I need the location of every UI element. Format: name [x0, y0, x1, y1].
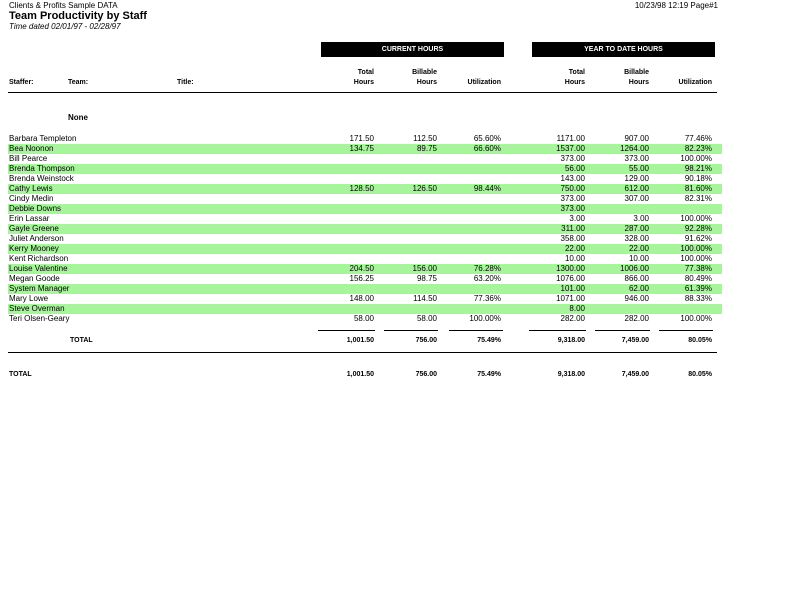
table-row: [8, 264, 722, 274]
subtotal-rule: [529, 330, 586, 331]
ytd-total-hours: 22.00: [564, 244, 585, 253]
staffer-name: Bill Pearce: [9, 154, 48, 163]
subtotal-rule: [318, 330, 375, 331]
table-row: [8, 134, 722, 144]
staffer-name: Megan Goode: [9, 274, 60, 283]
table-row: [8, 204, 722, 214]
cur-utilization: 63.20%: [473, 274, 501, 283]
group-total-label: TOTAL: [70, 337, 93, 344]
staffer-name: Mary Lowe: [9, 294, 49, 303]
ytd-utilization: 100.00%: [680, 314, 712, 323]
ytd-utilization: 82.31%: [684, 194, 712, 203]
ytd-utilization: 98.21%: [684, 164, 712, 173]
print-date-page: 10/23/98 12:19 Page#1: [634, 1, 718, 10]
ytd-total-hours: 143.00: [560, 174, 585, 183]
ytd-utilization: 100.00%: [680, 254, 712, 263]
cur-utilization: 100.00%: [469, 314, 501, 323]
date-range: Time dated 02/01/97 - 02/28/97: [9, 22, 121, 31]
ytd-total-hours: 282.00: [560, 314, 585, 323]
col-label-line2: Hours: [416, 79, 437, 86]
ytd-utilization: 88.33%: [684, 294, 712, 303]
col-staffer: Staffer:: [9, 79, 34, 86]
ytd-utilization: 100.00%: [680, 154, 712, 163]
subtotal-rule: [384, 330, 438, 331]
staffer-name: Cindy Medin: [9, 194, 54, 203]
ytd-utilization: 100.00%: [680, 214, 712, 223]
staffer-name: Kent Richardson: [9, 254, 69, 263]
team-group-label: None: [68, 113, 88, 122]
col-label-line1: Billable: [412, 69, 437, 76]
table-row: [8, 254, 722, 264]
col-label-line1: Billable: [624, 69, 649, 76]
ytd-hours-band: YEAR TO DATE HOURS: [532, 42, 715, 57]
group-total-cur-util: 75.49%: [477, 337, 501, 344]
subtotal-rule: [595, 330, 650, 331]
ytd-billable-hours: 907.00: [624, 134, 649, 143]
ytd-total-hours: 3.00: [569, 214, 585, 223]
table-row: [8, 194, 722, 204]
cur-utilization: 66.60%: [473, 144, 501, 153]
cur-utilization: 77.36%: [473, 294, 501, 303]
ytd-billable-hours: 62.00: [628, 284, 649, 293]
ytd-total-hours: 8.00: [569, 304, 585, 313]
grand-total-cur-billable: 756.00: [415, 371, 437, 378]
ytd-total-hours: 56.00: [564, 164, 585, 173]
cur-billable-hours: 112.50: [413, 134, 437, 143]
table-row: [8, 274, 722, 284]
staffer-name: Juliet Anderson: [9, 234, 64, 243]
cur-utilization: 98.44%: [473, 184, 501, 193]
table-row: [8, 154, 722, 164]
ytd-total-hours: 750.00: [560, 184, 585, 193]
group-total-ytd-util: 80.05%: [688, 337, 712, 344]
staffer-name: Louise Valentine: [9, 264, 68, 273]
col-ytd-utilization: Utilization: [678, 79, 712, 86]
group-total-ytd-billable: 7,459.00: [621, 337, 649, 344]
ytd-total-hours: 1537.00: [556, 144, 585, 153]
group-total-ytd-total: 9,318.00: [557, 337, 585, 344]
col-label-line1: Total: [357, 69, 374, 76]
total-divider: [8, 352, 717, 353]
staffer-name: Gayle Greene: [9, 224, 59, 233]
table-row: [8, 294, 722, 304]
ytd-utilization: 91.62%: [684, 234, 712, 243]
group-total-cur-total: 1,001.50: [346, 337, 374, 344]
cur-billable-hours: 98.75: [416, 274, 437, 283]
grand-total-ytd-util: 80.05%: [688, 371, 712, 378]
ytd-total-hours: 101.00: [560, 284, 585, 293]
ytd-total-hours: 373.00: [560, 194, 585, 203]
table-row: [8, 184, 722, 194]
col-label-line1: Total: [568, 69, 585, 76]
report-header: [9, 1, 147, 31]
ytd-total-hours: 1300.00: [556, 264, 585, 273]
table-row: [8, 164, 722, 174]
ytd-billable-hours: 10.00: [628, 254, 649, 263]
col-cur-billable-hours: [412, 68, 437, 88]
ytd-billable-hours: 373.00: [624, 154, 649, 163]
ytd-total-hours: 373.00: [560, 154, 585, 163]
table-row: [8, 314, 722, 324]
header-divider: [8, 92, 717, 93]
cur-billable-hours: 114.50: [413, 294, 437, 303]
ytd-billable-hours: 307.00: [624, 194, 649, 203]
ytd-billable-hours: 287.00: [624, 224, 649, 233]
staffer-name: Brenda Weinstock: [9, 174, 74, 183]
col-team: Team:: [68, 79, 89, 86]
col-ytd-billable-hours: [624, 68, 649, 88]
ytd-billable-hours: 55.00: [628, 164, 649, 173]
cur-utilization: 65.60%: [473, 134, 501, 143]
col-label-line2: Hours: [628, 79, 649, 86]
ytd-utilization: 77.46%: [684, 134, 712, 143]
table-row: [8, 224, 722, 234]
ytd-utilization: 100.00%: [680, 244, 712, 253]
ytd-billable-hours: 946.00: [624, 294, 649, 303]
cur-total-hours: 204.50: [349, 264, 374, 273]
staffer-name: Barbara Templeton: [9, 134, 77, 143]
staffer-name: Teri Olsen-Geary: [9, 314, 70, 323]
ytd-billable-hours: 22.00: [628, 244, 649, 253]
ytd-billable-hours: 129.00: [624, 174, 649, 183]
table-row: [8, 174, 722, 184]
ytd-total-hours: 358.00: [560, 234, 585, 243]
group-total-cur-billable: 756.00: [415, 337, 437, 344]
grand-total-cur-util: 75.49%: [477, 371, 501, 378]
ytd-billable-hours: 1006.00: [620, 264, 649, 273]
grand-total-ytd-total: 9,318.00: [557, 371, 585, 378]
grand-total-label: TOTAL: [9, 371, 32, 378]
grand-total-ytd-billable: 7,459.00: [621, 371, 649, 378]
cur-billable-hours: 58.00: [416, 314, 437, 323]
ytd-utilization: 92.28%: [684, 224, 712, 233]
cur-total-hours: 134.75: [349, 144, 374, 153]
table-row: [8, 244, 722, 254]
ytd-total-hours: 311.00: [561, 224, 585, 233]
staffer-name: Kerry Mooney: [9, 244, 59, 253]
col-ytd-total-hours: [565, 68, 585, 88]
ytd-billable-hours: 866.00: [624, 274, 649, 283]
staffer-name: Cathy Lewis: [9, 184, 53, 193]
ytd-utilization: 81.60%: [684, 184, 712, 193]
cur-total-hours: 156.25: [349, 274, 374, 283]
ytd-utilization: 77.38%: [684, 264, 712, 273]
ytd-total-hours: 373.00: [560, 204, 585, 213]
subtotal-rule: [659, 330, 713, 331]
report-title: Team Productivity by Staff: [9, 10, 147, 22]
cur-total-hours: 128.50: [349, 184, 374, 193]
cur-billable-hours: 126.50: [412, 184, 437, 193]
ytd-utilization: 82.23%: [684, 144, 712, 153]
grand-total-cur-total: 1,001.50: [346, 371, 374, 378]
subtotal-rule: [449, 330, 503, 331]
ytd-utilization: 80.49%: [684, 274, 712, 283]
ytd-total-hours: 1076.00: [556, 274, 585, 283]
cur-billable-hours: 156.00: [412, 264, 437, 273]
ytd-billable-hours: 612.00: [624, 184, 649, 193]
cur-total-hours: 148.00: [349, 294, 374, 303]
staffer-name: Bea Noonon: [9, 144, 54, 153]
col-cur-utilization: Utilization: [467, 79, 501, 86]
ytd-total-hours: 10.00: [564, 254, 585, 263]
grand-total-row: [8, 370, 722, 380]
ytd-billable-hours: 1264.00: [620, 144, 649, 153]
col-label-line2: Hours: [353, 79, 374, 86]
col-title: Title:: [177, 79, 194, 86]
ytd-billable-hours: 328.00: [624, 234, 649, 243]
ytd-billable-hours: 3.00: [633, 214, 649, 223]
table-row: [8, 304, 722, 314]
table-row: [8, 214, 722, 224]
ytd-utilization: 61.39%: [684, 284, 712, 293]
table-row: [8, 144, 722, 154]
table-row: [8, 234, 722, 244]
col-label-line2: Hours: [564, 79, 585, 86]
staffer-name: System Manager: [9, 284, 70, 293]
group-total-row: [8, 336, 722, 346]
col-cur-total-hours: [354, 68, 374, 88]
cur-total-hours: 58.00: [353, 314, 374, 323]
table-row: [8, 284, 722, 294]
ytd-total-hours: 1071.00: [556, 294, 585, 303]
current-hours-band: CURRENT HOURS: [321, 42, 504, 57]
staffer-name: Erin Lassar: [9, 214, 50, 223]
ytd-billable-hours: 282.00: [624, 314, 649, 323]
staffer-name: Steve Overman: [9, 304, 65, 313]
cur-billable-hours: 89.75: [416, 144, 437, 153]
staffer-name: Brenda Thompson: [9, 164, 75, 173]
cur-utilization: 76.28%: [473, 264, 501, 273]
staffer-name: Debbie Downs: [9, 204, 62, 213]
cur-total-hours: 171.50: [349, 134, 374, 143]
ytd-utilization: 90.18%: [684, 174, 712, 183]
company-name: Clients & Profits Sample DATA: [9, 1, 118, 10]
ytd-total-hours: 1171.00: [556, 134, 585, 143]
